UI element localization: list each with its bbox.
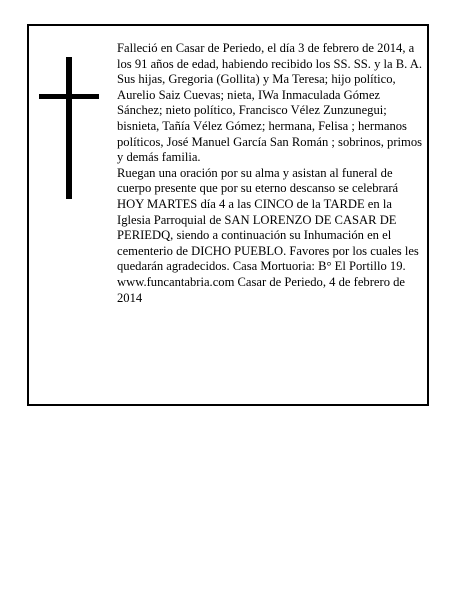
cross-vertical-bar: [66, 57, 72, 199]
cross-icon: [39, 57, 99, 199]
family-list: Sus hijas, Gregoria (Gollita) y Ma Teresa; hijo político, Aurelio Saiz Cuevas; nieta, IWa Inmaculada Gómez Sánchez; nieto político, Francisco Vélez Zunzunegui; bisnieta, Tañía Vélez Gómez; hermana, Felisa ; hermanos políticos, José Manuel García San Román ; sobrinos, primos y demás familia.: [117, 72, 423, 165]
death-announcement: Falleció en Casar de Periedo, el día 3 de febrero de 2014, a los 91 años de edad, habiendo recibido los SS. SS. y la B. A.: [117, 41, 423, 71]
notice-text: [117, 41, 423, 306]
cross-horizontal-bar: [39, 94, 99, 99]
source-and-date: www.funcantabria.com Casar de Periedo, 4 de febrero de 2014: [117, 274, 406, 305]
funeral-details: Ruegan una oración por su alma y asistan al funeral de cuerpo presente que por su eterno descanso se celebrará HOY MARTES día 4 a las CINCO de la TARDE en la Iglesia Parroquial de SAN LORENZO DE CASAR DE PERIEDQ, siendo a continuación su Inhumación en el cementerio de DICHO PUEBLO. Favores por los cuales les quedarán agradecidos. Casa Mortuoria: B° El Portillo 19.: [117, 165, 419, 274]
obituary-notice: [27, 24, 429, 406]
